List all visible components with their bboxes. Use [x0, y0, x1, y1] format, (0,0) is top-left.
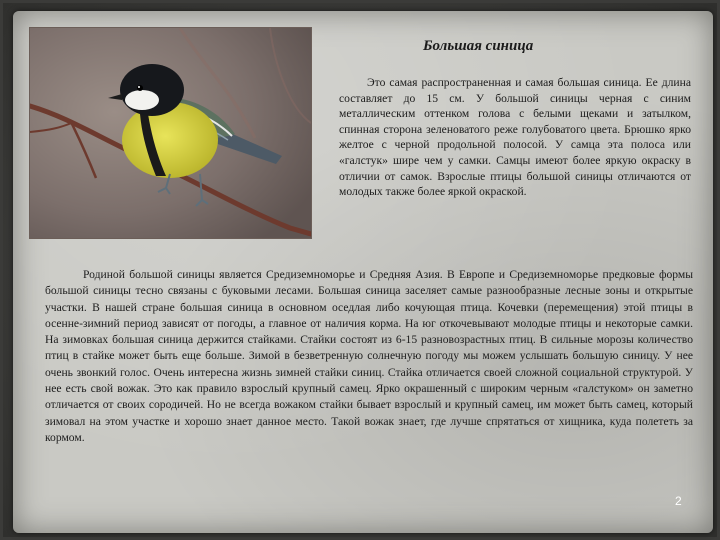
- page-number: 2: [675, 494, 682, 508]
- slide-frame: [3, 3, 717, 537]
- parchment-background: [13, 11, 713, 533]
- slide-title: Большая синица: [423, 38, 534, 54]
- intro-paragraph: Это самая распространенная и самая большая синица. Ее длина составляет до 15 см. У большой синицы черная с синим металлическим оттенком голова с белыми щеками и затылком, спинная сторона зеленоватого реже голубоватого цвета. Брюшко ярко желтое с черной продольной полосой. У самца эта полоса или «галстук» шире чем у самки. Самцы имеют более яркую окраску в отличии от самок. Взрослые птицы большой синицы отличаются от молодых также более яркой окраской.: [339, 76, 691, 199]
- main-paragraph: Родиной большой синицы является Средиземноморье и Средняя Азия. В Европе и Средиземноморье предковые формы большой синицы тесно связаны с буковыми лесами. Большая синица заселяет самые разнообразные лесные зоны и открытые участки. В нашей стране большая синица в основном оседлая либо кочующая птица. Кочевки (перемещения) этой птицы в осенне-зимний период зависят от погоды, а главное от наличия корма. На юг откочевывают молодые птицы и некоторые самки. На зимовках большая синица держится стайками. Стайки состоят из 6-15 разновозрастных птиц. В сильные морозы количество птиц в стайке может быть еще больше. Зимой в безветренную солнечную погоду мы можем услышать большую синицу. У нее очень звонкий голос. Очень интересна жизнь зимней стайки синиц. Стайка отличается своей сложной социальной структурой. У нее есть свой вожак. Это как правило взрослый крупный самец. Ярко окрашенный с широким черным «галстуком» он заметно отличается от своих сородичей. Но не всегда вожаком стайки бывает взрослый и крупный самец, им может быть самец, который зимовал на этом участке и хорошо знает данное место. Такой вожак знает, где лучше спрятаться от хищника, куда полететь за кормом.: [45, 268, 693, 444]
- great-tit-photo: [29, 27, 312, 239]
